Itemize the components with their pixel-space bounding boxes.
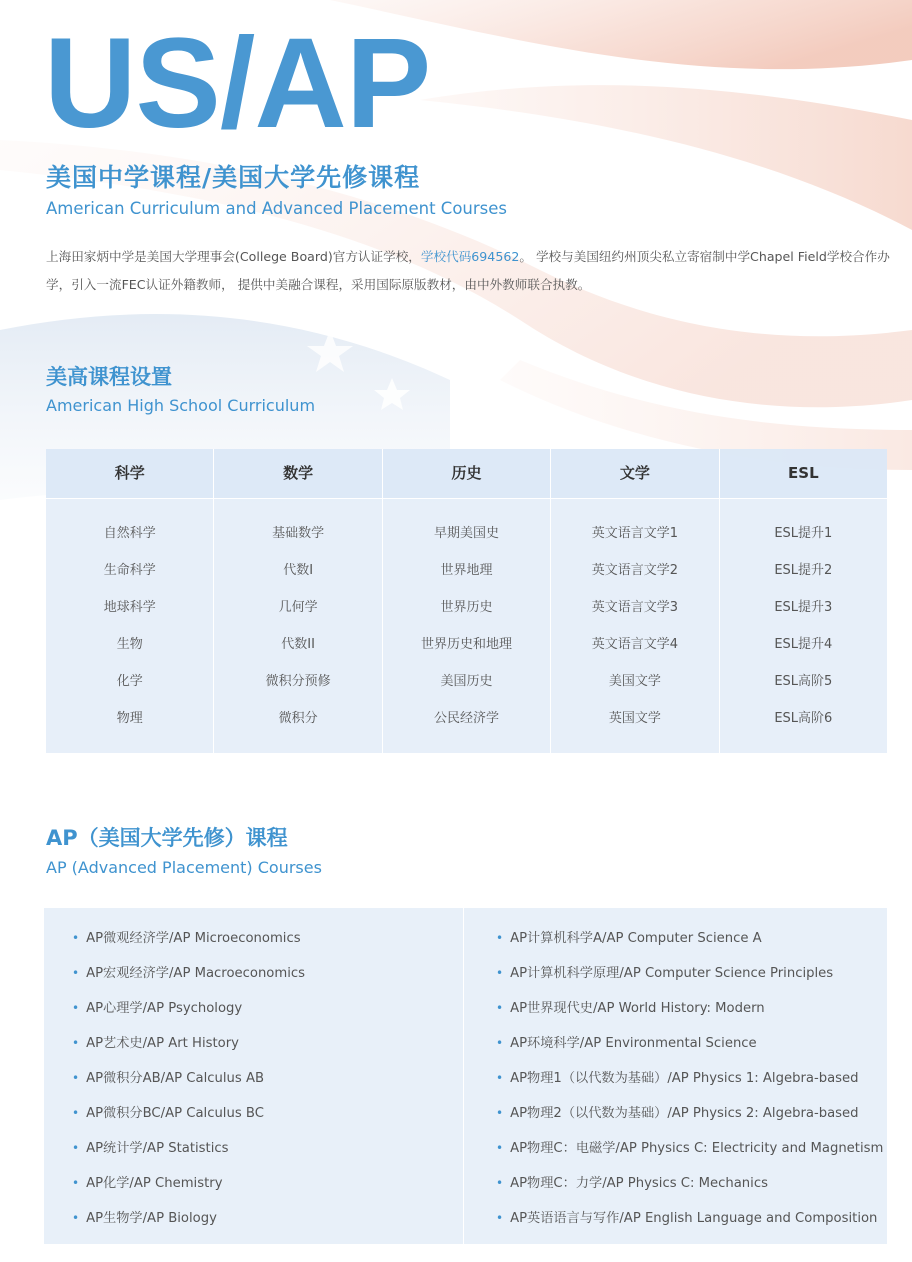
hs-course-item: 几何学 [278,600,318,615]
ap-course-label: AP艺术史/AP Art History [86,1036,239,1051]
hs-course-item: 英国文学 [608,711,661,726]
ap-course-item [496,921,887,956]
hs-course-item: 世界历史和地理 [421,637,513,652]
hs-course-list [551,499,718,737]
page-subtitle-cn: 美国中学课程/美国大学先修课程 [46,163,421,192]
hs-course-item: 英文语言文学4 [591,637,679,652]
bullet-icon: • [72,1211,80,1225]
ap-course-label: AP世界现代史/AP World History: Modern [510,1001,765,1016]
ap-course-item [496,991,887,1026]
ap-course-item [496,956,887,991]
ap-course-item [72,1026,463,1061]
hs-course-item: 世界历史 [440,600,493,615]
bullet-icon: • [72,1036,80,1050]
bullet-icon: • [496,1001,504,1015]
bullet-icon: • [496,1036,504,1050]
ap-course-item [496,1096,887,1131]
bullet-icon: • [72,1141,80,1155]
ap-course-label: AP环境科学/AP Environmental Science [510,1036,757,1051]
ap-course-item [72,1166,463,1201]
bullet-icon: • [496,1211,504,1225]
ap-course-item [496,1061,887,1096]
hs-course-item: 微积分预修 [265,674,331,689]
ap-course-label: AP微积分AB/AP Calculus AB [86,1071,265,1086]
ap-course-item [72,1131,463,1166]
hs-course-item: 代数I [283,563,314,578]
bullet-icon: • [72,1176,80,1190]
hs-course-item: 地球科学 [103,600,156,615]
hs-course-item: 英文语言文学3 [591,600,679,615]
hs-course-item: 基础数学 [272,526,325,541]
ap-course-label: AP微积分BC/AP Calculus BC [86,1106,264,1121]
hs-column-header: 文学 [551,449,718,499]
ap-section-title-en: AP (Advanced Placement) Courses [46,858,322,877]
bullet-icon: • [72,1071,80,1085]
bullet-icon: • [72,1106,80,1120]
ap-course-label: AP物理C：电磁学/AP Physics C: Electricity and Magnetism [510,1141,884,1156]
ap-course-label: AP生物学/AP Biology [86,1211,217,1226]
ap-course-label: AP微观经济学/AP Microeconomics [86,931,301,946]
hs-course-item: 世界地理 [440,563,493,578]
hs-course-item: 英文语言文学2 [591,563,679,578]
hs-course-item: 物理 [116,711,143,726]
ap-course-item [496,1131,887,1166]
hs-column [551,449,719,753]
page-subtitle-en: American Curriculum and Advanced Placement Courses [46,199,507,218]
ap-course-item [496,1166,887,1201]
hs-course-item: 自然科学 [103,526,156,541]
bullet-icon: • [72,966,80,980]
hs-course-item: 代数II [281,637,315,652]
ap-course-item [72,1061,463,1096]
hs-course-item: 微积分 [278,711,318,726]
ap-course-box [44,908,887,1244]
hs-section-title-en: American High School Curriculum [46,396,316,415]
bullet-icon: • [496,1141,504,1155]
ap-section-title-cn: AP（美国大学先修）课程 [46,826,288,850]
hs-course-item: ESL提升1 [774,526,833,541]
ap-course-list-left [44,908,463,1244]
hs-course-item: ESL提升2 [774,563,833,578]
hs-course-list [720,499,887,737]
ap-course-label: AP心理学/AP Psychology [86,1001,243,1016]
hs-course-list [46,499,213,737]
hs-course-item: 化学 [116,674,143,689]
ap-course-label: AP物理2（以代数为基础）/AP Physics 2: Algebra-based [510,1106,859,1121]
ap-course-label: AP物理1（以代数为基础）/AP Physics 1: Algebra-based [510,1071,859,1086]
page-big-title: US/AP [44,12,431,155]
hs-course-item: 美国文学 [608,674,661,689]
ap-course-item [496,1201,887,1236]
hs-course-list [214,499,381,737]
hs-column-header: ESL [720,449,887,499]
bullet-icon: • [72,931,80,945]
bullet-icon: • [496,1071,504,1085]
hs-course-item: 美国历史 [440,674,493,689]
intro-text-after: 。 学校与美国纽约州顶尖私立寄宿制中学Chapel Field学校合作办学，引入一流FEC认证外籍教师， 提供中美融合课程，采用国际原版教材，由中外教师联合执教。 [46,249,890,292]
ap-course-item [72,956,463,991]
ap-course-item [72,921,463,956]
ap-course-item [72,1201,463,1236]
hs-column [214,449,382,753]
bullet-icon: • [72,1001,80,1015]
hs-course-item: 生物 [116,637,143,652]
hs-column [46,449,214,753]
ap-course-label: AP计算机科学A/AP Computer Science A [510,931,762,946]
bullet-icon: • [496,966,504,980]
hs-column-header: 历史 [383,449,550,499]
hs-course-item: 公民经济学 [434,711,500,726]
bullet-icon: • [496,1176,504,1190]
ap-course-label: AP计算机科学原理/AP Computer Science Principles [510,966,834,981]
ap-course-item [496,1026,887,1061]
ap-course-list-right [463,908,887,1244]
hs-curriculum-table [46,449,887,753]
hs-column [720,449,887,753]
bullet-icon: • [496,1106,504,1120]
hs-course-item: 早期美国史 [434,526,500,541]
hs-course-item: ESL提升4 [774,637,833,652]
hs-section-title-cn: 美高课程设置 [46,365,172,389]
ap-course-label: AP化学/AP Chemistry [86,1176,223,1191]
ap-course-item [72,1096,463,1131]
intro-text-before: 上海田家炳中学是美国大学理事会(College Board)官方认证学校， [46,249,421,264]
bullet-icon: • [496,931,504,945]
intro-paragraph [46,243,892,299]
ap-course-label: AP宏观经济学/AP Macroeconomics [86,966,305,981]
hs-column-header: 数学 [214,449,381,499]
hs-course-item: ESL提升3 [774,600,833,615]
ap-course-item [72,991,463,1026]
hs-column-header: 科学 [46,449,213,499]
hs-course-list [383,499,550,737]
hs-course-item: ESL高阶5 [774,674,833,689]
school-code-highlight: 学校代码694562 [420,249,520,264]
hs-column [383,449,551,753]
hs-course-item: 生命科学 [103,563,156,578]
ap-course-label: AP统计学/AP Statistics [86,1141,229,1156]
ap-course-label: AP英语语言与写作/AP English Language and Composition [510,1211,878,1226]
hs-course-item: ESL高阶6 [774,711,833,726]
ap-course-label: AP物理C：力学/AP Physics C: Mechanics [510,1176,768,1191]
hs-course-item: 英文语言文学1 [591,526,679,541]
